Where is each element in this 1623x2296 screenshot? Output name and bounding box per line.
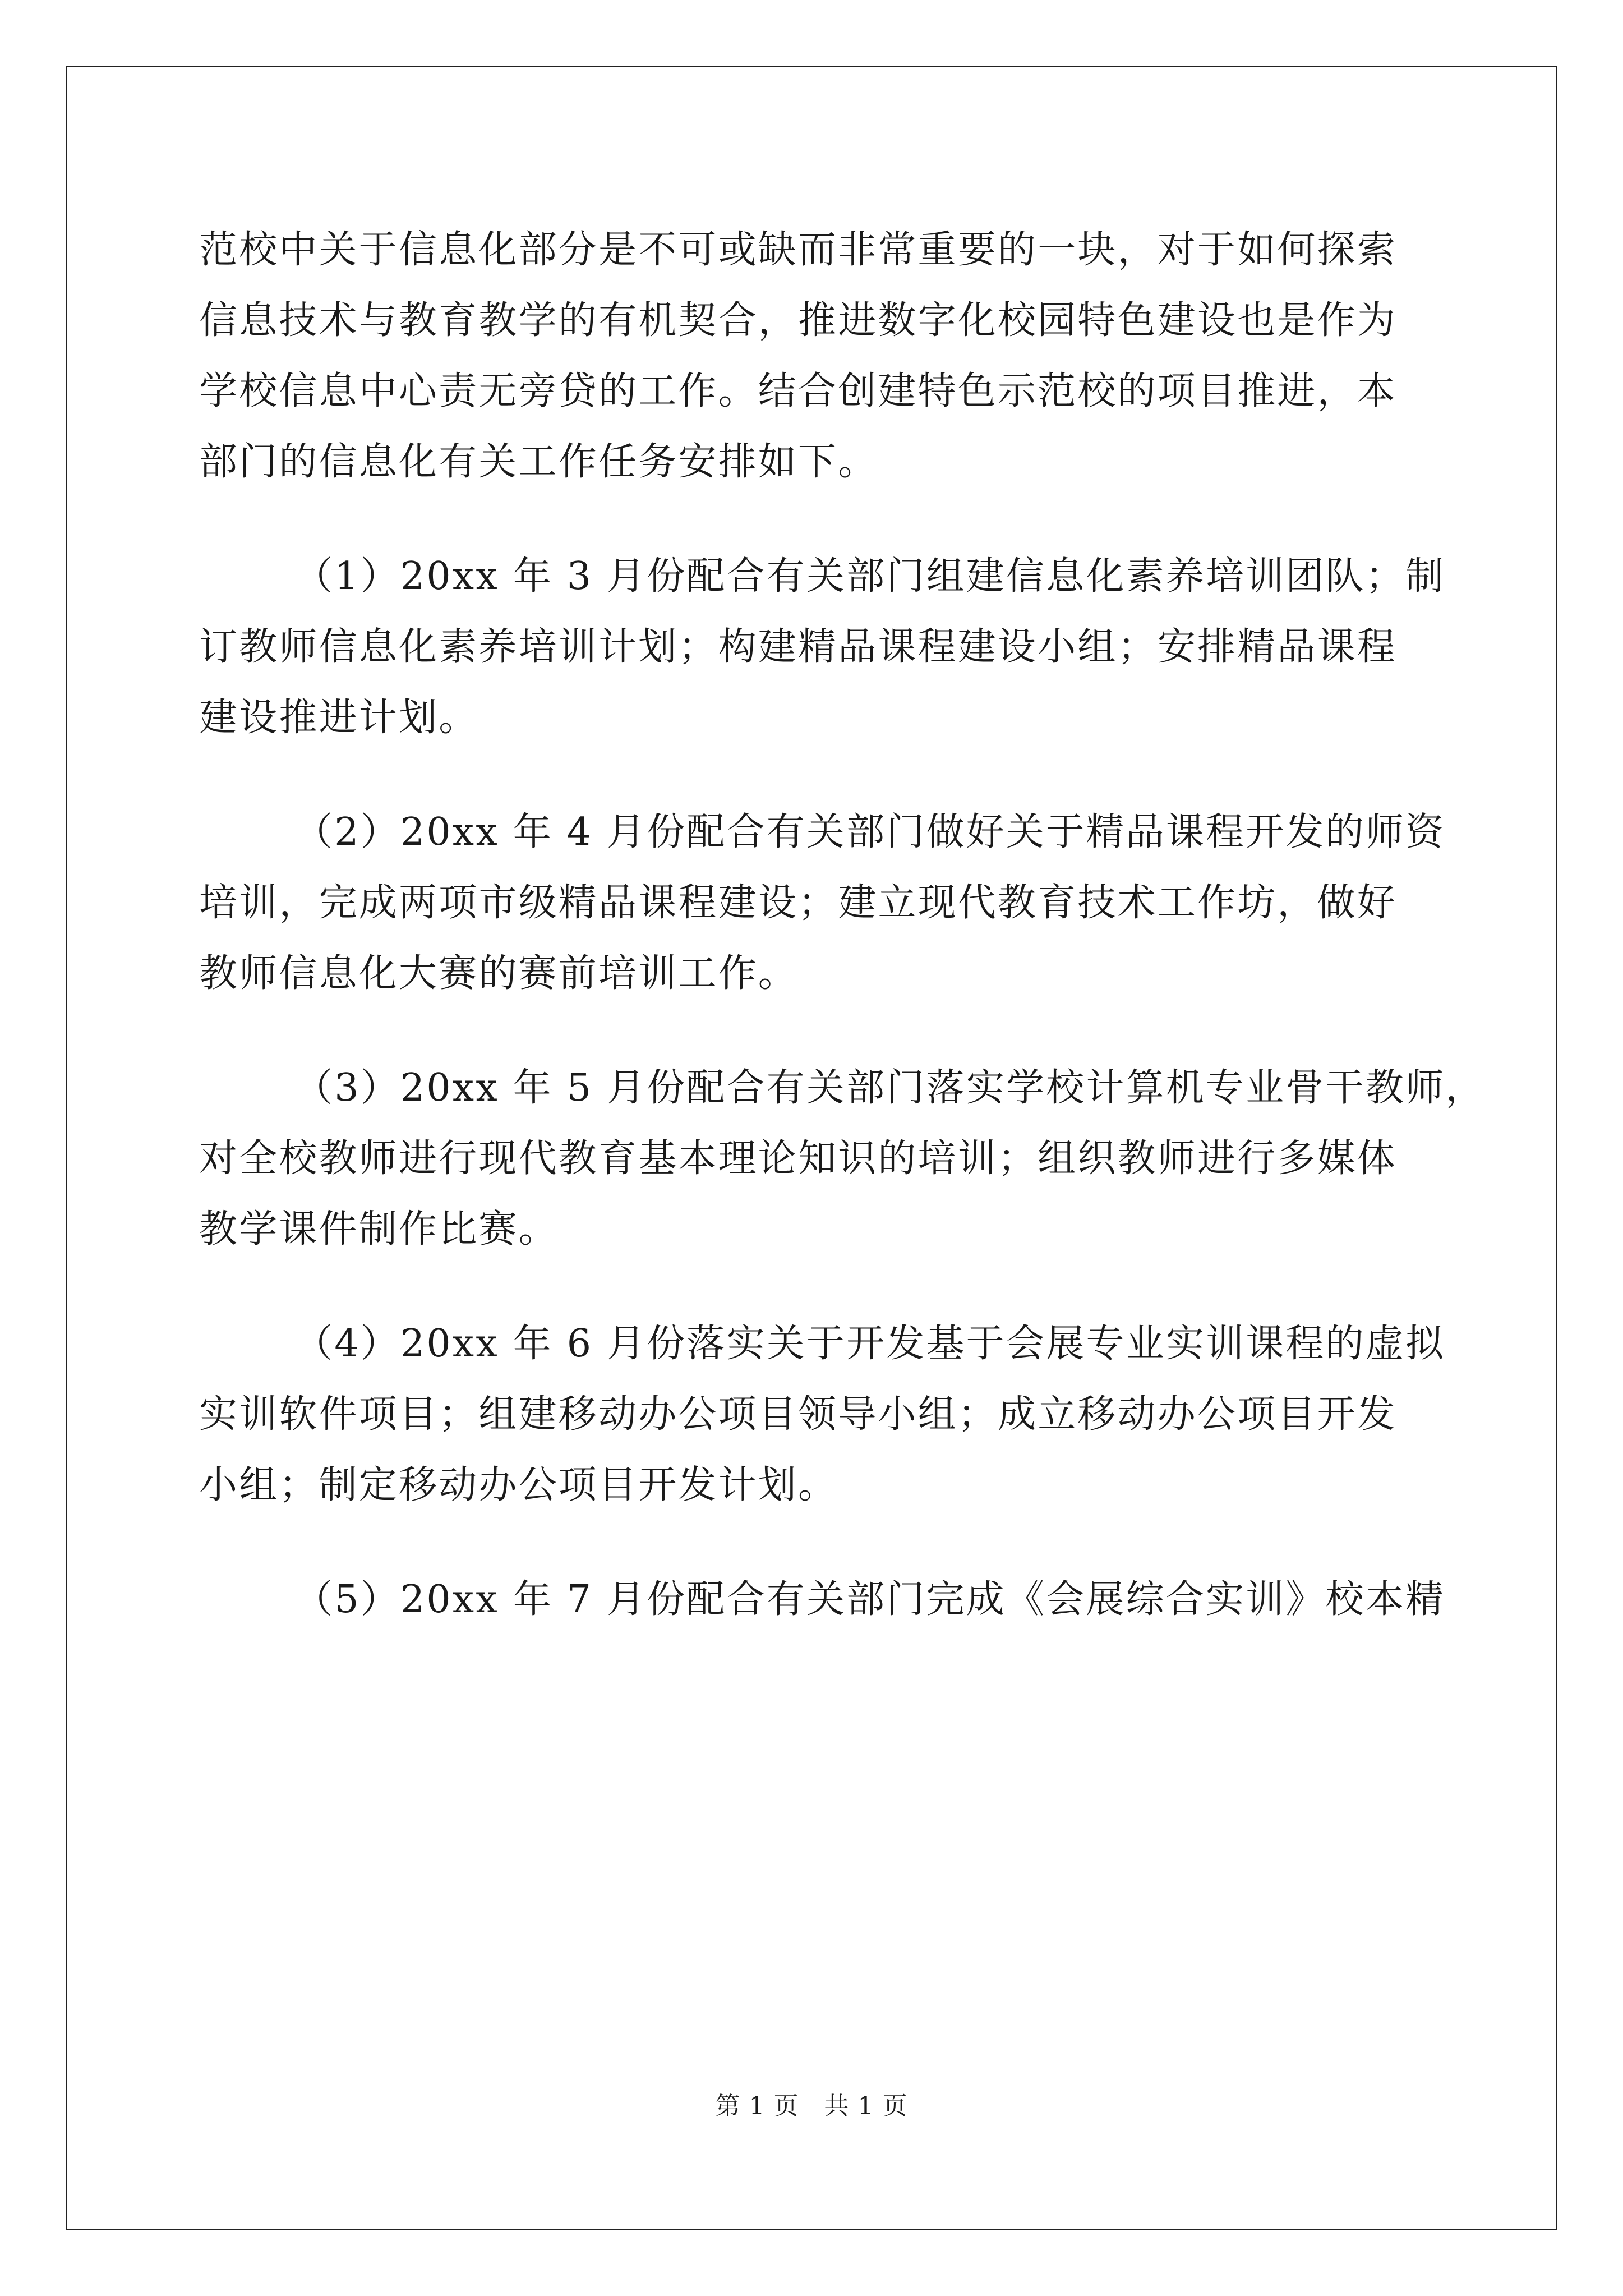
paragraph-item-5: [199, 1565, 1446, 1635]
text-line: 建设推进计划。: [199, 696, 479, 740]
text-line: （3）20xx 年 5 月份配合有关部门落实学校计算机专业骨干教师，: [294, 1066, 1486, 1110]
text-line: （2）20xx 年 4 月份配合有关部门做好关于精品课程开发的师资: [294, 810, 1446, 854]
text-line: 教学课件制作比赛。: [199, 1207, 559, 1251]
text-line: （4）20xx 年 6 月份落实关于开发基于会展专业实训课程的虚拟: [294, 1322, 1446, 1366]
document-body: [199, 215, 1486, 1635]
text-line: （1）20xx 年 3 月份配合有关部门组建信息化素养培训团队；制: [294, 554, 1446, 599]
page-number-label: 第 1 页 共 1 页: [715, 2092, 908, 2120]
paragraph-item-1: [199, 541, 1446, 753]
text-line: 对全校教师进行现代教育基本理论知识的培训；组织教师进行多媒体: [199, 1137, 1398, 1181]
text-line: 学校信息中心责无旁贷的工作。结合创建特色示范校的项目推进，本: [199, 369, 1398, 413]
text-line: （5）20xx 年 7 月份配合有关部门完成《会展综合实训》校本精: [294, 1577, 1446, 1622]
text-line: 部门的信息化有关工作任务安排如下。: [199, 440, 878, 484]
paragraph-item-2: [199, 797, 1446, 1009]
page-footer: [0, 2090, 1623, 2123]
text-line: 订教师信息化素养培训计划；构建精品课程建设小组；安排精品课程: [199, 625, 1398, 669]
text-line: 小组；制定移动办公项目开发计划。: [199, 1463, 838, 1507]
text-line: 培训，完成两项市级精品课程建设；建立现代教育技术工作坊，做好: [199, 881, 1398, 925]
text-line: 信息技术与教育教学的有机契合，推进数字化校园特色建设也是作为: [199, 298, 1398, 343]
text-line: 教师信息化大赛的赛前培训工作。: [199, 951, 799, 996]
paragraph-intro: [199, 215, 1433, 498]
text-line: 实训软件项目；组建移动办公项目领导小组；成立移动办公项目开发: [199, 1392, 1398, 1437]
text-line: 范校中关于信息化部分是不可或缺而非常重要的一块，对于如何探索: [199, 228, 1398, 272]
paragraph-item-3: [199, 1053, 1486, 1265]
paragraph-item-4: [199, 1309, 1446, 1521]
